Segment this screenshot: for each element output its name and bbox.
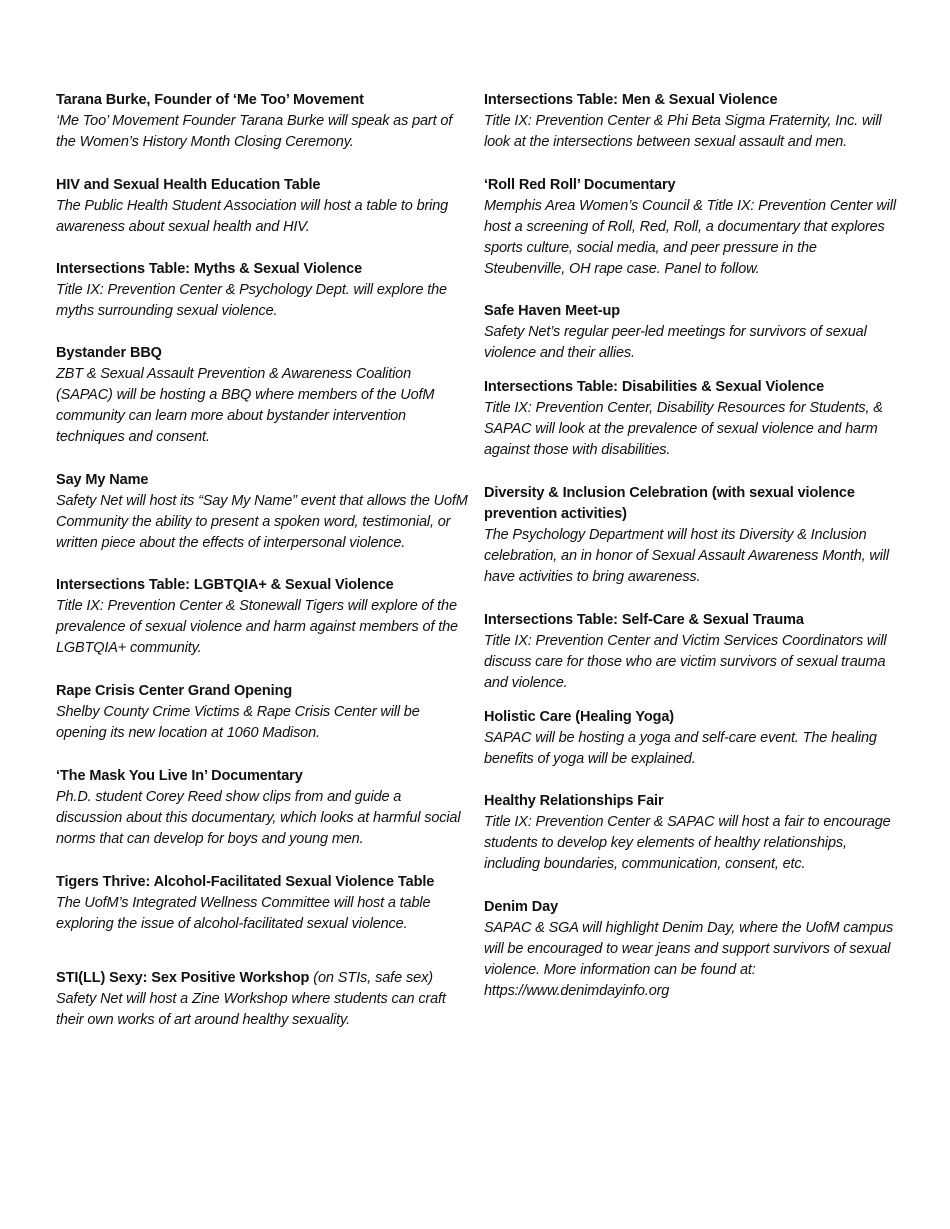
event-entry (484, 483, 899, 588)
event-description: Title IX: Prevention Center & Psychology Dept. will explore the myths surrounding sexual violence. (56, 282, 447, 319)
event-entry (56, 872, 471, 935)
event-title: Say My Name (56, 472, 149, 488)
event-description: Title IX: Prevention Center & Phi Beta Sigma Fraternity, Inc. will look at the intersections between sexual assault and men. (484, 113, 882, 150)
event-entry (484, 707, 899, 770)
event-entry (56, 968, 471, 1031)
event-description: Memphis Area Women’s Council & Title IX: Prevention Center will host a screening of Roll, Red, Roll, a documentary that explores sports culture, social media, and peer pressure in the Steubenville, OH rape case. Panel to follow. (484, 198, 896, 277)
event-description: ‘Me Too’ Movement Founder Tarana Burke will speak as part of the Women’s History Month Closing Ceremony. (56, 113, 453, 150)
event-description: Safety Net will host its “Say My Name” event that allows the UofM Community the ability to present a spoken word, testimonial, or written piece about the effects of interpersonal violence. (56, 493, 468, 551)
event-title-aside: (on STIs, safe sex) (313, 970, 433, 986)
event-title: Safe Haven Meet-up (484, 303, 620, 319)
event-description: Safety Net will host a Zine Workshop where students can craft their own works of art around healthy sexuality. (56, 991, 446, 1028)
event-description: Title IX: Prevention Center, Disability Resources for Students, & SAPAC will look at the prevalence of sexual violence and harm against those with disabilities. (484, 400, 883, 458)
event-title: Tigers Thrive: Alcohol-Facilitated Sexual Violence Table (56, 874, 435, 890)
event-entry (484, 610, 899, 694)
event-title: ‘The Mask You Live In’ Documentary (56, 768, 303, 784)
event-entry (484, 90, 899, 153)
event-title: Intersections Table: Myths & Sexual Violence (56, 261, 363, 277)
event-entry (56, 343, 471, 448)
event-description: The UofM’s Integrated Wellness Committee will host a table exploring the issue of alcohol-facilitated sexual violence. (56, 895, 431, 932)
event-title: Rape Crisis Center Grand Opening (56, 683, 293, 699)
event-entry (56, 259, 471, 322)
event-entry (56, 175, 471, 238)
event-description: SAPAC will be hosting a yoga and self-care event. The healing benefits of yoga will be explained. (484, 730, 877, 767)
event-entry (56, 681, 471, 744)
event-description: Ph.D. student Corey Reed show clips from and guide a discussion about this documentary, which looks at harmful social norms that can develop for boys and young men. (56, 789, 461, 847)
event-description: The Public Health Student Association will host a table to bring awareness about sexual health and HIV. (56, 198, 449, 235)
event-title: Healthy Relationships Fair (484, 793, 664, 809)
event-entry (56, 90, 471, 153)
event-description: Safety Net’s regular peer-led meetings for survivors of sexual violence and their allies. (484, 324, 867, 361)
event-title: Bystander BBQ (56, 345, 162, 361)
event-title: Intersections Table: Disabilities & Sexual Violence (484, 379, 825, 395)
event-title: Tarana Burke, Founder of ‘Me Too’ Movement (56, 92, 364, 108)
event-description: Shelby County Crime Victims & Rape Crisis Center will be opening its new location at 1060 Madison. (56, 704, 420, 741)
event-entry (484, 301, 899, 364)
event-entry (484, 791, 899, 875)
event-title: Intersections Table: Self-Care & Sexual Trauma (484, 612, 804, 628)
event-entry (484, 377, 899, 461)
event-entry (56, 766, 471, 850)
event-title: Denim Day (484, 899, 559, 915)
event-title-line (56, 968, 471, 989)
event-entry (56, 575, 471, 659)
event-entry (484, 175, 899, 280)
event-title: STI(LL) Sexy: Sex Positive Workshop (56, 970, 310, 986)
event-title: HIV and Sexual Health Education Table (56, 177, 321, 193)
event-description: SAPAC & SGA will highlight Denim Day, where the UofM campus will be encouraged to wear jeans and support survivors of sexual violence. More information can be found at: https://www.denimdayinfo.org (484, 920, 894, 999)
event-title: ‘Roll Red Roll’ Documentary (484, 177, 676, 193)
event-description: Title IX: Prevention Center & Stonewall Tigers will explore of the prevalence of sexual violence and harm against members of the LGBTQIA+ community. (56, 598, 458, 656)
event-entry (484, 897, 899, 1002)
event-title: Holistic Care (Healing Yoga) (484, 709, 675, 725)
event-entry (56, 470, 471, 554)
event-description: The Psychology Department will host its Diversity & Inclusion celebration, an in honor of Sexual Assault Awareness Month, will have activities to bring awareness. (484, 527, 889, 585)
event-title: Diversity & Inclusion Celebration (with sexual violence prevention activities) (484, 485, 855, 522)
event-description: ZBT & Sexual Assault Prevention & Awareness Coalition (SAPAC) will be hosting a BBQ where members of the UofM community can learn more about bystander intervention techniques and consent. (56, 366, 435, 445)
event-title: Intersections Table: LGBTQIA+ & Sexual Violence (56, 577, 394, 593)
event-description: Title IX: Prevention Center & SAPAC will host a fair to encourage students to develop key elements of healthy relationships, including boundaries, communication, consent, etc. (484, 814, 891, 872)
event-title: Intersections Table: Men & Sexual Violence (484, 92, 778, 108)
event-description: Title IX: Prevention Center and Victim Services Coordinators will discuss care for those who are victim survivors of sexual trauma and violence. (484, 633, 887, 691)
